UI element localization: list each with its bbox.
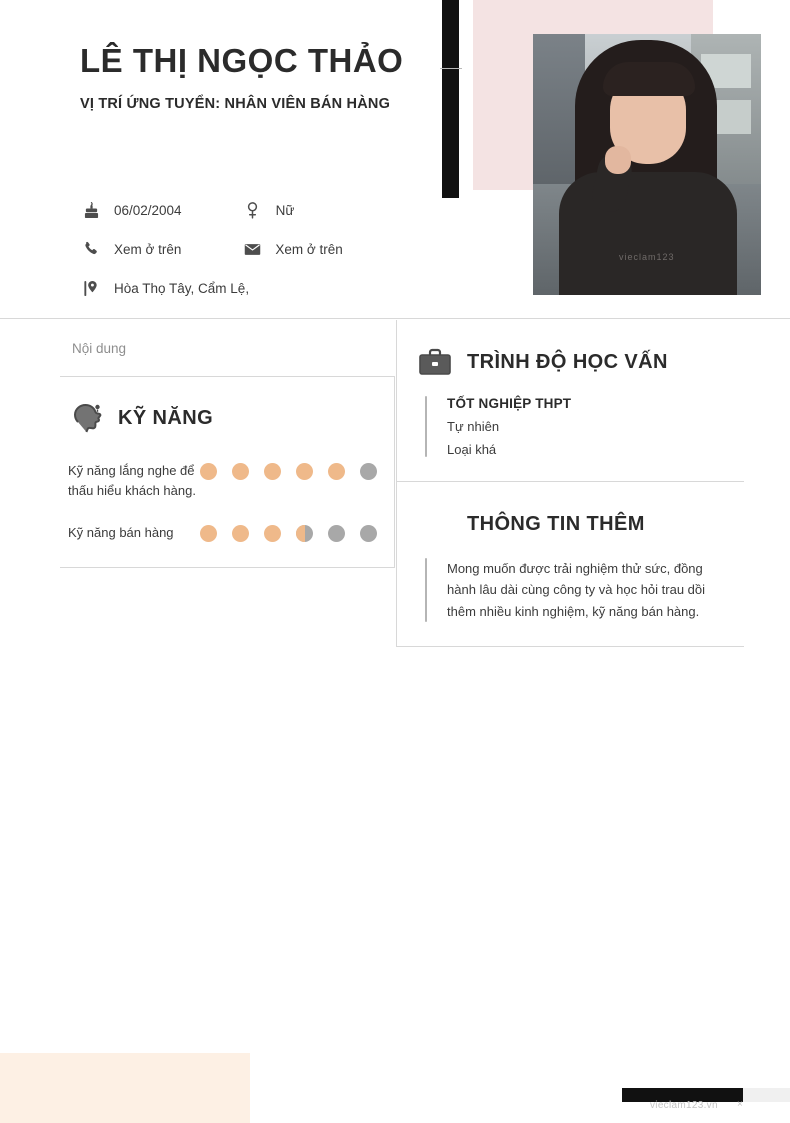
extra-info-header xyxy=(397,504,744,544)
header-divider-dash xyxy=(440,68,462,69)
skills-section xyxy=(60,377,395,568)
photo-hand xyxy=(605,146,631,174)
rating-dot xyxy=(264,525,281,542)
meta-row-3 xyxy=(80,278,460,298)
phone-item xyxy=(80,239,181,259)
gender-icon xyxy=(242,200,264,220)
meta-row-1 xyxy=(80,200,460,220)
email-item xyxy=(241,239,342,259)
education-header xyxy=(397,342,744,382)
education-title: TRÌNH ĐỘ HỌC VẤN xyxy=(467,350,668,373)
email-value: Xem ở trên xyxy=(275,241,343,257)
skill-item xyxy=(60,523,394,543)
rating-dot xyxy=(328,525,345,542)
watermark: vieclam123.vn xyxy=(650,1100,718,1111)
extra-info-section xyxy=(396,482,744,647)
phone-icon xyxy=(80,239,102,259)
education-timeline xyxy=(425,396,427,457)
skill-item xyxy=(60,461,394,501)
applied-position: VỊ TRÍ ỨNG TUYỂN: NHÂN VIÊN BÁN HÀNG xyxy=(80,96,391,113)
rating-dot xyxy=(200,525,217,542)
info-spacer-icon xyxy=(415,504,455,544)
left-column xyxy=(60,320,395,568)
content-placeholder-label: Nội dung xyxy=(72,340,127,356)
content-placeholder-box[interactable] xyxy=(60,320,395,377)
mail-icon xyxy=(241,239,263,259)
rating-dot xyxy=(264,463,281,480)
extra-info-timeline xyxy=(425,558,427,622)
extra-info-body xyxy=(397,558,744,622)
rating-dot xyxy=(232,525,249,542)
location-icon xyxy=(80,278,102,298)
photo-body xyxy=(559,172,737,295)
rating-dot xyxy=(328,463,345,480)
avatar xyxy=(533,34,761,295)
education-entry xyxy=(447,396,571,457)
right-column xyxy=(396,320,744,647)
rating-dot xyxy=(200,463,217,480)
birthday-item xyxy=(80,200,182,220)
close-icon[interactable]: × xyxy=(737,1099,743,1110)
education-grade: Loại khá xyxy=(447,442,497,457)
rating-dot xyxy=(296,463,313,480)
skills-head-icon xyxy=(68,397,110,439)
skill-rating xyxy=(200,461,377,480)
photo-caption: vieclam123 xyxy=(619,252,675,262)
briefcase-icon xyxy=(415,342,455,382)
resume-header xyxy=(0,0,790,319)
phone-value: Xem ở trên xyxy=(114,241,182,257)
skills-title: KỸ NĂNG xyxy=(118,406,214,429)
skills-header xyxy=(60,397,394,439)
rating-dot xyxy=(360,525,377,542)
name-block xyxy=(80,40,440,112)
header-accent-bar xyxy=(442,0,459,198)
page-title: LÊ THỊ NGỌC THẢO xyxy=(80,42,404,79)
photo-fringe xyxy=(603,62,695,96)
extra-info-text: Mong muốn được trải nghiệm thử sức, đồng hành lâu dài cùng công ty và học hỏi trau dồi thêm nhiều kinh nghiệm, kỹ năng bán hàng. xyxy=(447,561,706,619)
education-body xyxy=(397,396,744,457)
cake-icon xyxy=(80,200,102,220)
education-section xyxy=(396,320,744,482)
gender-item xyxy=(242,200,295,220)
rating-dot xyxy=(232,463,249,480)
extra-info-title: THÔNG TIN THÊM xyxy=(467,512,645,535)
skill-rating xyxy=(200,523,377,542)
skill-label: Kỹ năng lắng nghe để thấu hiểu khách hàng. xyxy=(68,463,196,499)
skill-label: Kỹ năng bán hàng xyxy=(68,525,174,541)
rating-dot xyxy=(360,463,377,480)
gender-value: Nữ xyxy=(275,202,295,218)
address-item xyxy=(80,278,249,298)
education-school: TỐT NGHIỆP THPT xyxy=(447,396,572,411)
footer-grey-bar xyxy=(743,1088,790,1102)
address-value: Hòa Thọ Tây, Cẩm Lệ, xyxy=(114,280,250,296)
footer-peach-block xyxy=(0,1053,250,1123)
contact-meta xyxy=(80,200,460,317)
education-major: Tự nhiên xyxy=(447,419,500,434)
rating-dot-half xyxy=(296,525,313,542)
meta-row-2 xyxy=(80,239,460,259)
birthday-value: 06/02/2004 xyxy=(114,202,182,218)
